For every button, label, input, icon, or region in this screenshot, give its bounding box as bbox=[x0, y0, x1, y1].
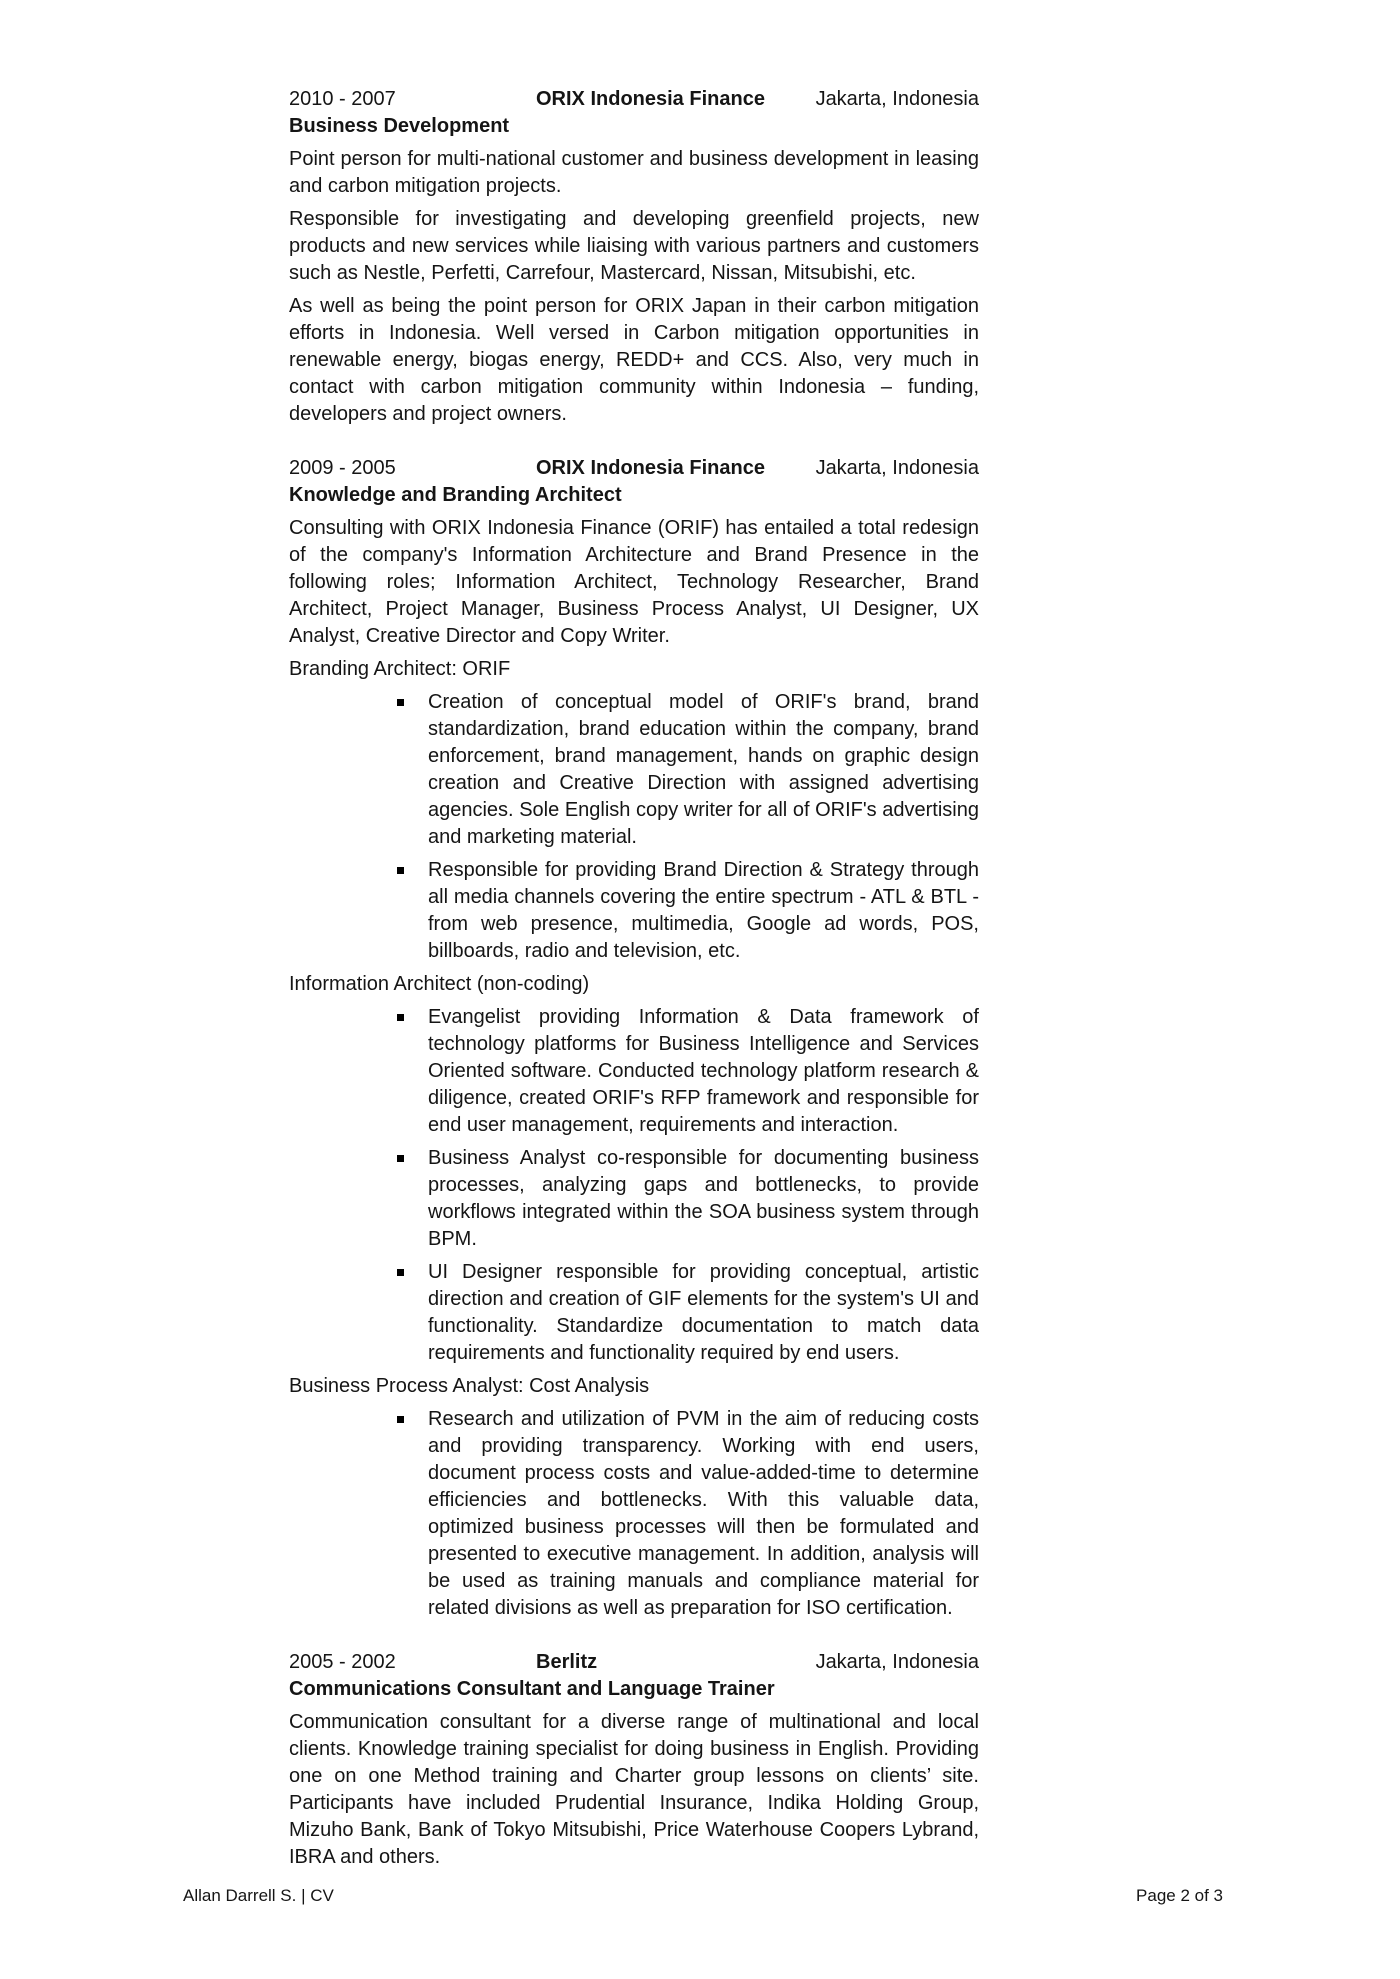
subsection-heading: Branding Architect: ORIF bbox=[289, 658, 511, 680]
section-dates: 2010 - 2007 bbox=[289, 88, 396, 110]
experience-section-communications-consultant bbox=[289, 1649, 979, 1871]
section-dates: 2005 - 2002 bbox=[289, 1651, 396, 1673]
bullet-item bbox=[289, 1259, 979, 1367]
section-header-row bbox=[289, 1649, 979, 1676]
bullet-text: Creation of conceptual model of ORIF's brand, brand standardization, brand education within the company, brand enforcement, brand management, hands on graphic design creation and Creative Direction with assigned advertising agencies. Sole English copy writer for all of ORIF's advertising and marketing material. bbox=[428, 691, 979, 848]
bullet-text: Business Analyst co-responsible for documenting business processes, analyzing gaps and bottlenecks, to provide workflows integrated within the SOA business system through BPM. bbox=[428, 1147, 979, 1250]
cv-content bbox=[289, 86, 979, 1871]
bullet-text: Responsible for providing Brand Direction & Strategy through all media channels covering the entire spectrum - ATL & BTL - from web presence, multimedia, Google ad words, POS, billboards, radio and television, etc. bbox=[428, 859, 979, 962]
bullet-text: UI Designer responsible for providing conceptual, artistic direction and creation of GIF elements for the system's UI and functionality. Standardize documentation to match data requirements and functionality required by end users. bbox=[428, 1261, 979, 1364]
section-paragraph: Consulting with ORIX Indonesia Finance (ORIF) has entailed a total redesign of the company's Information Architecture and Brand Presence in the following roles; Information Architect, Technology Researcher, Brand Architect, Project Manager, Business Process Analyst, UI Designer, UX Analyst, Creative Director and Copy Writer. bbox=[289, 517, 979, 647]
square-bullet-icon bbox=[397, 1269, 404, 1276]
section-location: Jakarta, Indonesia bbox=[815, 88, 979, 110]
bullet-text: Research and utilization of PVM in the aim of reducing costs and providing transparency. Working with end users, document process costs and value-added-time to determine efficiencies and bottlenecks. With this valuable data, optimized business processes will then be formulated and presented to executive management. In addition, analysis will be used as training manuals and compliance material for related divisions as well as preparation for ISO certification. bbox=[428, 1408, 979, 1619]
square-bullet-icon bbox=[397, 699, 404, 706]
section-role-title: Knowledge and Branding Architect bbox=[289, 484, 622, 506]
section-company: Berlitz bbox=[536, 1651, 598, 1673]
section-paragraph: Communication consultant for a diverse range of multinational and local clients. Knowledge training specialist for doing business in English. Providing one on one Method training and Charter group lessons on clients’ site. Participants have included Prudential Insurance, Indika Holding Group, Mizuho Bank, Bank of Tokyo Mitsubishi, Price Waterhouse Coopers Lybrand, IBRA and others. bbox=[289, 1711, 979, 1868]
section-paragraph: Responsible for investigating and developing greenfield projects, new products and new services while liaising with various partners and customers such as Nestle, Perfetti, Carrefour, Mastercard, Nissan, Mitsubishi, etc. bbox=[289, 208, 979, 284]
section-location: Jakarta, Indonesia bbox=[815, 1651, 979, 1673]
section-role-title: Communications Consultant and Language Trainer bbox=[289, 1678, 775, 1700]
bullet-text: Evangelist providing Information & Data framework of technology platforms for Business Intelligence and Services Oriented software. Conducted technology platform research & diligence, created ORIF's RFP framework and responsible for end user management, requirements and interaction. bbox=[428, 1006, 979, 1136]
page-footer bbox=[183, 1886, 1223, 1906]
experience-section-business-development bbox=[289, 86, 979, 428]
section-paragraph: As well as being the point person for ORIX Japan in their carbon mitigation efforts in Indonesia. Well versed in Carbon mitigation opportunities in renewable energy, biogas energy, REDD+ and CCS. Also, very much in contact with carbon mitigation community within Indonesia – funding, developers and project owners. bbox=[289, 295, 979, 425]
bullet-item bbox=[289, 689, 979, 851]
experience-section-knowledge-branding-architect bbox=[289, 455, 979, 1622]
square-bullet-icon bbox=[397, 1014, 404, 1021]
bullet-item bbox=[289, 857, 979, 965]
square-bullet-icon bbox=[397, 867, 404, 874]
section-header-row bbox=[289, 86, 979, 113]
section-header-row bbox=[289, 455, 979, 482]
bullet-list bbox=[289, 1406, 979, 1622]
square-bullet-icon bbox=[397, 1416, 404, 1423]
bullet-item bbox=[289, 1406, 979, 1622]
footer-author-name: Allan Darrell S. | CV bbox=[183, 1886, 334, 1905]
section-location: Jakarta, Indonesia bbox=[815, 457, 979, 479]
subsection-heading: Information Architect (non-coding) bbox=[289, 973, 590, 995]
footer-page-number: Page 2 of 3 bbox=[1136, 1886, 1223, 1905]
square-bullet-icon bbox=[397, 1155, 404, 1162]
section-company: ORIX Indonesia Finance bbox=[536, 88, 765, 110]
subsection-heading: Business Process Analyst: Cost Analysis bbox=[289, 1375, 650, 1397]
bullet-list bbox=[289, 689, 979, 965]
section-dates: 2009 - 2005 bbox=[289, 457, 396, 479]
section-company: ORIX Indonesia Finance bbox=[536, 457, 765, 479]
bullet-list bbox=[289, 1004, 979, 1367]
section-role-title: Business Development bbox=[289, 115, 510, 137]
bullet-item bbox=[289, 1145, 979, 1253]
bullet-item bbox=[289, 1004, 979, 1139]
section-paragraph: Point person for multi-national customer and business development in leasing and carbon mitigation projects. bbox=[289, 148, 979, 197]
